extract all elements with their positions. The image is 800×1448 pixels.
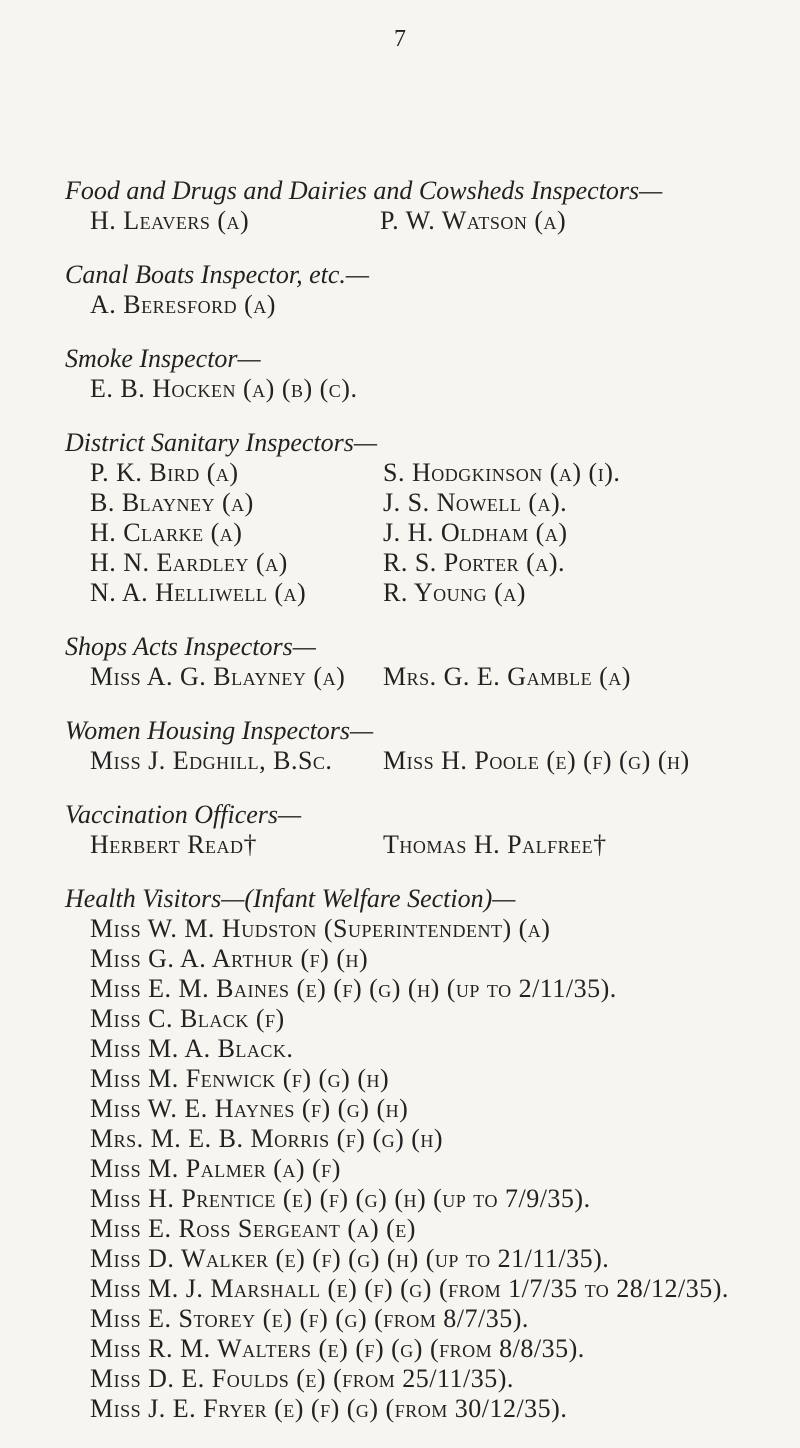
heading-district-sanitary: District Sanitary Inspectors— (65, 428, 377, 457)
name-entry: H. Leavers (a) (90, 206, 250, 235)
name-entry: N. A. Helliwell (a) (90, 578, 307, 607)
shops-names (65, 662, 785, 692)
name-entry: Thomas H. Palfree† (383, 830, 607, 859)
name-entry: R. Young (a) (383, 578, 526, 607)
name-entry: P. K. Bird (a) (90, 458, 239, 487)
heading-vaccination: Vaccination Officers— (65, 800, 302, 829)
food-names (65, 206, 785, 236)
list-item: Miss J. E. Fryer (e) (f) (g) (from 30/12/35). (90, 1394, 568, 1423)
name-entry: Miss J. Edghill, B.Sc. (90, 746, 333, 775)
list-item: Miss D. E. Foulds (e) (from 25/11/35). (90, 1364, 514, 1393)
heading-canal-boats: Canal Boats Inspector, etc.— (65, 260, 370, 289)
section-shops-acts (65, 632, 785, 692)
name-entry: A. Beresford (a) (90, 290, 276, 319)
name-entry: J. S. Nowell (a). (383, 488, 568, 517)
name-entry: Herbert Read† (90, 830, 258, 859)
staff-list (65, 176, 785, 1448)
district-left-column (90, 458, 383, 608)
section-vaccination (65, 800, 785, 860)
section-smoke (65, 344, 785, 404)
health-visitors-list (65, 914, 785, 1424)
section-women-housing (65, 716, 785, 776)
list-item: Miss G. A. Arthur (f) (h) (90, 944, 369, 973)
heading-health-visitors: Health Visitors—(Infant Welfare Section)— (65, 884, 516, 913)
name-entry: H. N. Eardley (a) (90, 548, 288, 577)
name-entry: H. Clarke (a) (90, 518, 243, 547)
list-item: Miss H. Prentice (e) (f) (g) (h) (up to 7/9/35). (90, 1184, 591, 1213)
district-names (65, 458, 785, 608)
list-item: Miss M. Palmer (a) (f) (90, 1154, 341, 1183)
name-entry: S. Hodgkinson (a) (i). (383, 458, 621, 487)
heading-shops-acts: Shops Acts Inspectors— (65, 632, 316, 661)
list-item: Mrs. M. E. B. Morris (f) (g) (h) (90, 1124, 444, 1153)
name-entry: Miss A. G. Blayney (a) (90, 662, 346, 691)
list-item: Miss W. M. Hudston (Superintendent) (a) (90, 914, 551, 943)
section-health-visitors (65, 884, 785, 1424)
list-item: Miss W. E. Haynes (f) (g) (h) (90, 1094, 409, 1123)
name-entry: Mrs. G. E. Gamble (a) (383, 662, 631, 691)
section-food-drugs (65, 176, 785, 236)
list-item: Miss M. Fenwick (f) (g) (h) (90, 1064, 390, 1093)
list-item: Miss C. Black (f) (90, 1004, 285, 1033)
page-number: 7 (394, 26, 406, 52)
list-item: Miss E. Ross Sergeant (a) (e) (90, 1214, 416, 1243)
name-entry: P. W. Watson (a) (380, 206, 567, 235)
heading-women-housing: Women Housing Inspectors— (65, 716, 374, 745)
list-item: Miss E. M. Baines (e) (f) (g) (h) (up to 2/11/35). (90, 974, 617, 1003)
list-item: Miss R. M. Walters (e) (f) (g) (from 8/8/35). (90, 1334, 585, 1363)
list-item: Miss M. J. Marshall (e) (f) (g) (from 1/7/35 to 28/12/35). (90, 1274, 729, 1303)
name-entry: E. B. Hocken (a) (b) (c). (90, 374, 358, 403)
section-canal-boats (65, 260, 785, 320)
name-entry: Miss H. Poole (e) (f) (g) (h) (383, 746, 690, 775)
name-entry: B. Blayney (a) (90, 488, 254, 517)
name-entry: R. S. Porter (a). (383, 548, 565, 577)
list-item: Miss E. Storey (e) (f) (g) (from 8/7/35). (90, 1304, 529, 1333)
list-item: Miss D. Walker (e) (f) (g) (h) (up to 21/11/35). (90, 1244, 610, 1273)
district-right-column (383, 458, 785, 608)
name-entry: J. H. Oldham (a) (383, 518, 568, 547)
heading-smoke: Smoke Inspector— (65, 344, 261, 373)
section-district-sanitary (65, 428, 785, 608)
list-item: Miss M. A. Black. (90, 1034, 294, 1063)
heading-food-drugs: Food and Drugs and Dairies and Cowsheds Inspectors— (65, 176, 663, 205)
vaccination-names (65, 830, 785, 860)
women-names (65, 746, 785, 776)
